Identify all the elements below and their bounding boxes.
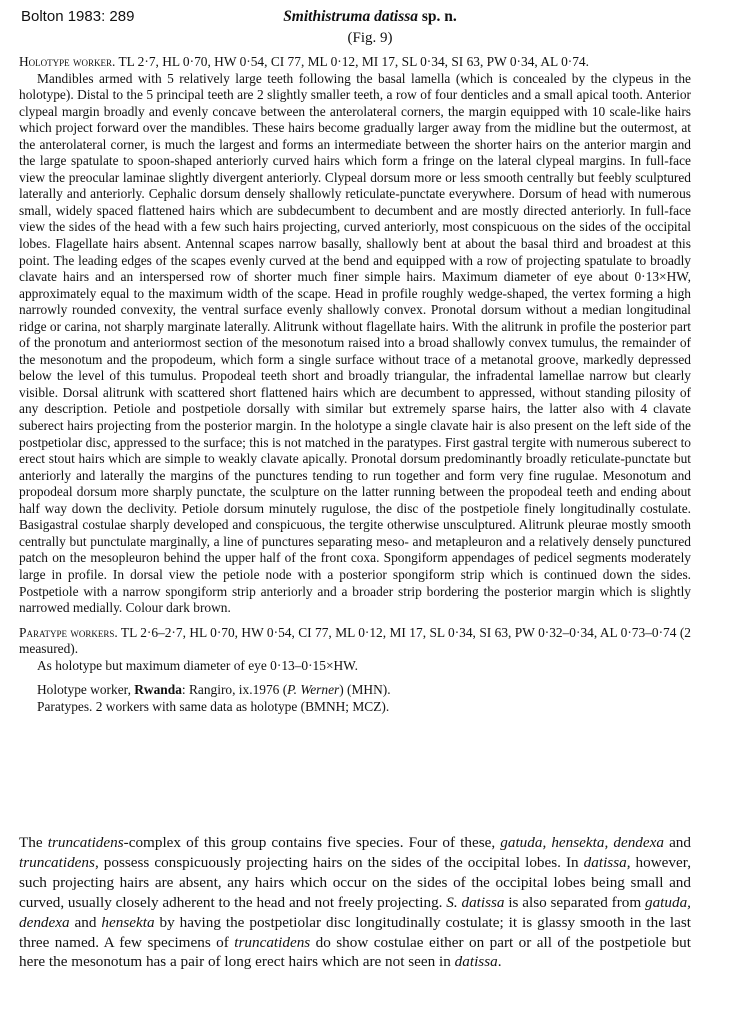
paratype-measurement-values: TL 2·6–2·7, HL 0·70, HW 0·54, CI 77, ML 0·12, MI 17, SL 0·34, SI 63, PW 0·32–0·34, AL 0·73–0·74 (2 measured). (19, 624, 692, 657)
species-title (0, 8, 740, 26)
discussion-text: is also separated from (504, 893, 645, 911)
species-status: sp. n. (418, 8, 457, 25)
holotype-locality: : Rangiro, ix.1976 ( (181, 682, 288, 698)
discussion-taxon: truncatidens (19, 853, 95, 871)
holotype-heading: Holotype worker. (19, 54, 116, 69)
discussion-taxon: datissa (454, 953, 498, 971)
discussion-taxon: gatuda, dendexa (19, 893, 691, 931)
holotype-material (19, 682, 691, 699)
discussion-taxon: truncatidens (234, 933, 311, 951)
citation-label: Bolton 1983: 289 (21, 8, 135, 25)
discussion-text: -complex of this group contains five species. Four of these, (123, 834, 501, 851)
paratype-measurements (19, 625, 691, 658)
discussion-text: . (497, 953, 502, 971)
holotype-material-prefix: Holotype worker, (37, 682, 135, 698)
discussion-text: and (663, 834, 691, 851)
description-body (19, 54, 691, 715)
discussion-taxon: truncatidens (47, 834, 124, 851)
paratype-heading: Paratype workers. (19, 624, 118, 640)
discussion-text: , possess conspicuously projecting hairs on the sides of the occipital lobes. In (94, 853, 584, 871)
paratype-material: Paratypes. 2 workers with same data as holotype (BMNH; MCZ). (37, 698, 390, 714)
discussion-text: , however, such projecting hairs are absent, any hairs which occur on the sides of the occipital lobes being small and curved, usually closely adherent to the head and not freely projecting. (19, 853, 691, 911)
paratype-note: As holotype but maximum diameter of eye 0·13–0·15×HW. (37, 657, 358, 673)
discussion-text: The (19, 834, 48, 851)
holotype-depository: ) (MHN). (339, 682, 391, 698)
holotype-measurement-values: TL 2·7, HL 0·70, HW 0·54, CI 77, ML 0·12, MI 17, SL 0·34, SI 63, PW 0·34, AL 0·74. (115, 54, 589, 69)
discussion-text: by having the postpetiolar disc longitudinally costulate; it is glassy smooth in the last three named. A few specimens of (19, 913, 691, 951)
discussion-taxon: gatuda, hensekta, dendexa (500, 834, 664, 851)
holotype-measurements (19, 54, 691, 71)
discussion-text: and (69, 913, 102, 931)
species-name: Smithistruma datissa (283, 8, 419, 25)
figure-reference: (Fig. 9) (347, 30, 393, 46)
holotype-description: Mandibles armed with 5 relatively large teeth following the basal lamella (which is concealed by the clypeus in the holotype). Distal to the 5 principal teeth are 2 slightly smaller teeth, a row of four denticles and a small apical tooth. Anterior clypeal margin broadly and evenly concave between the anterolateral corners, the margin equipped with 10 scale-like hairs which project forward over the mandibles. These hairs become gradually larger away from the midline but the outermost, at the anterolateral corner, is much the largest and forms an intermediate between the shorter hairs on the anterior margin and the large spatulate to spoon-shaped anteriorly curved hairs which form a fringe on the lateral clypeal margins. In full-face view the preocular laminae slightly divergent anteriorly. Clypeal dorsum more or less smooth centrally but feebly sculptured laterally and anteriorly. Cephalic dorsum densely shallowly reticulate-punctate everywhere. Dorsum of head with numerous small, widely spaced flattened hairs which are subdecumbent to decumbent and are mostly directed anteriorly. In full-face view the sides of the head with a few such hairs projecting, curved anteriorly, most conspicuous on the sides of the occipital lobes. Flagellate hairs absent. Antennal scapes narrow basally, shallowly bent at about the basal third and broadest at this point. The leading edges of the scapes evenly curved at the bend and equipped with a row of projecting spatulate to broadly clavate hairs and an interspersed row of shorter much finer simple hairs. Maximum diameter of eye about 0·13×HW, approximately equal to the maximum width of the scape. Head in profile roughly wedge-shaped, the vertex forming a high narrowly rounded convexity, the ventral surface evenly shallowly convex. Pronotal dorsum without a median longitudinal ridge or carina, not sharply marginate laterally. Alitrunk without flagellate hairs. With the alitrunk in profile the posterior part of the pronotum and anteriormost section of the mesonotum raised into a broad shallowly convex tumulus, the remainder of the mesonotum and the propodeum, which form a single surface without trace of a metanotal groove, markedly depressed below the level of this tumulus. Propodeal teeth short and broadly triangular, the infradental lamellae narrow but clearly visible. Dorsal alitrunk with scattered short flattened hairs which are decumbent to appressed, without standing pilosity of any description. Petiole and postpetiole dorsally with similar but extremely sparse hairs, the latter also with 4 clavate suberect hairs projecting from the posterior margin. In the holotype a single clavate hair is also present on the left side of the postpetiolar disc, appressed to the surface; this is not matched in the paratypes. First gastral tergite with numerous suberect to erect stout hairs which are simple to weakly clavate apically. Pronotal dorsum predominantly broadly reticulate-punctate but anteriorly and laterally the margins of the punctures tending to run together and form very fine rugulae. Mesonotum and propodeal dorsum more sharply punctate, the sculpture on the latter running between the propodeal teeth and ending about half way down the declivity. Petiole dorsum minutely rugulose, the disc of the postpetiole finely longitudinally costulate. Basigastral costulae sharply developed and conspicuous, the tergite otherwise unsculptured. Alitrunk pleurae mostly smooth centrally but punctulate marginally, a line of punctures separating meso- and metapleuron and a relatively densely punctured patch on the mesopleuron behind the upper half of the front coxa. Spongiform appendages of pedicel segments moderately large in profile. In dorsal view the petiole node with a posterior spongiform strip which is continued down the sides. Postpetiole with a narrow spongiform strip anteriorly and a broader strip bordering the posterior margin which is slightly narrowed medially. Colour dark brown. (19, 70, 691, 616)
holotype-country: Rwanda (134, 682, 182, 698)
discussion-paragraph (19, 833, 691, 972)
holotype-collector: P. Werner (287, 682, 340, 698)
discussion-taxon: datissa (583, 853, 627, 871)
discussion-text: do show costulae either on part or all of the postpetiole but here the mesonotum has a pair of long erect hairs which are not seen in (19, 933, 691, 971)
discussion-taxon: hensekta (101, 913, 155, 931)
discussion-taxon: S. datissa (446, 893, 505, 911)
